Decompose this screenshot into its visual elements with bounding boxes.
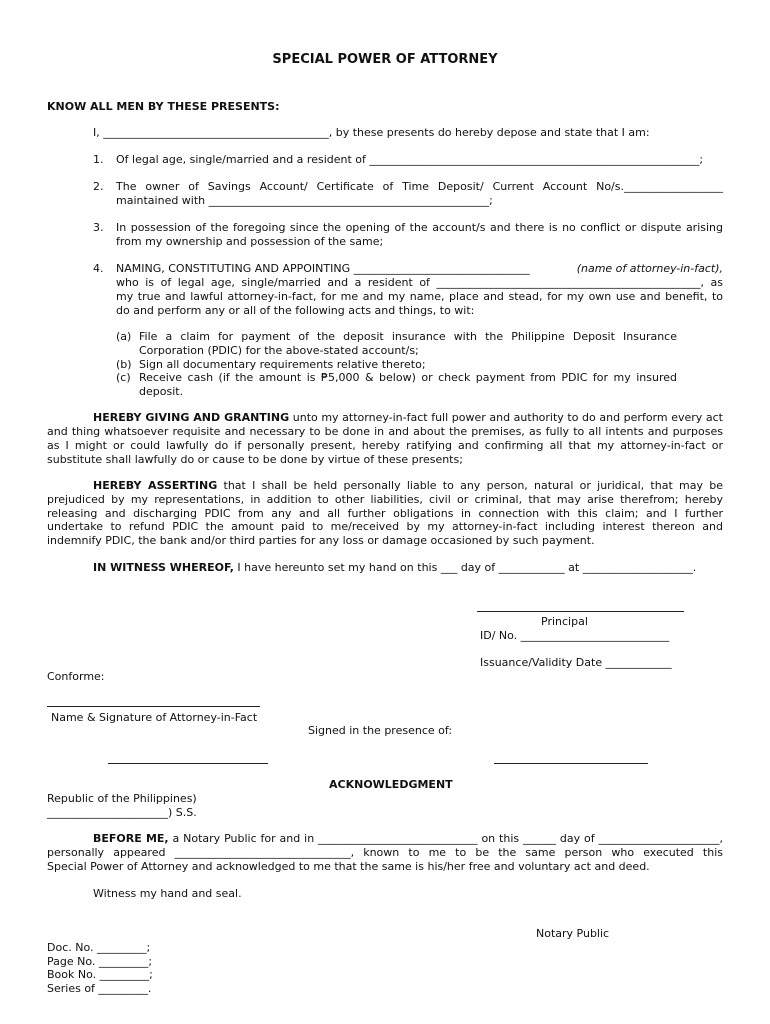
sub-item-c-line: Receive cash (if the amount is ₱5,000 & below) or check payment from PDIC for my insured bbox=[139, 371, 677, 384]
witness-text: I have hereunto set my hand on this ___ day of ____________ at ____________________. bbox=[233, 561, 697, 574]
witness-signature-line-2[interactable] bbox=[494, 763, 648, 764]
asserting-bold: HEREBY ASSERTING bbox=[93, 479, 218, 492]
item-number: 4. bbox=[93, 262, 104, 275]
witness-signature-line-1[interactable] bbox=[108, 763, 268, 764]
page-no-field[interactable]: Page No. _________; bbox=[47, 955, 153, 968]
item-4-name-note: (name of attorney-in-fact), bbox=[576, 262, 723, 275]
asserting-line: prejudiced by my representations, in addition to other liabilities, civil or criminal, that may arise therefrom; hereby bbox=[47, 493, 723, 506]
intro-post: , by these presents do hereby depose and state that I am: bbox=[328, 126, 650, 139]
giving-bold: HEREBY GIVING AND GRANTING bbox=[93, 411, 290, 424]
know-all-heading: KNOW ALL MEN BY THESE PRESENTS: bbox=[47, 100, 280, 113]
before-me-bold: BEFORE ME, bbox=[93, 832, 169, 845]
attorney-signature-label: Name & Signature of Attorney-in-Fact bbox=[51, 711, 258, 724]
item-4-line: who is of legal age, single/married and a resident of ________________________________________________, as bbox=[116, 276, 723, 289]
item-1-line: Of legal age, single/married and a resident of ____________________________________________________________; bbox=[116, 153, 704, 166]
sub-item-a-line: File a claim for payment of the deposit insurance with the Philippine Deposit Insurance bbox=[139, 330, 677, 343]
giving-line bbox=[93, 411, 723, 425]
item-number: 1. bbox=[93, 153, 104, 166]
series-field[interactable]: Series of _________. bbox=[47, 982, 152, 995]
item-number: 2. bbox=[93, 180, 104, 193]
before-me-line: personally appeared ________________________________, known to me to be the same person who executed this bbox=[47, 846, 723, 859]
giving-line: and thing whatsoever requisite and necessary to be done in and about the premises, as fully to all intents and purposes bbox=[47, 425, 723, 438]
ss-line[interactable]: ______________________) S.S. bbox=[47, 806, 197, 819]
asserting-text: that I shall be held personally liable to any person, natural or juridical, that may be bbox=[217, 479, 724, 492]
id-no-field[interactable]: ID/ No. ___________________________ bbox=[480, 629, 670, 642]
sub-item-label: (b) bbox=[116, 358, 132, 371]
item-4-line bbox=[116, 262, 723, 276]
before-me-text: a Notary Public for and in _____________________________ on this ______ day of ______________________, bbox=[168, 832, 724, 845]
acknowledgment-heading: ACKNOWLEDGMENT bbox=[329, 778, 453, 791]
witness-hand-line: Witness my hand and seal. bbox=[93, 887, 242, 900]
asserting-line: indemnify PDIC, the bank and/or third parties for any loss or damage occasioned by such payment. bbox=[47, 534, 595, 547]
sub-item-label: (a) bbox=[116, 330, 132, 343]
document-title: SPECIAL POWER OF ATTORNEY bbox=[272, 52, 498, 67]
republic-line: Republic of the Philippines) bbox=[47, 792, 197, 805]
item-3-line: from my ownership and possession of the same; bbox=[116, 235, 384, 248]
conforme-label: Conforme: bbox=[47, 670, 105, 683]
item-3-line: In possession of the foregoing since the opening of the account/s and there is no conflict or dispute arising bbox=[116, 221, 723, 234]
giving-line: as I might or could lawfully do if personally present, hereby ratifying and confirming all that my attorney-in-fact or bbox=[47, 439, 723, 452]
sub-item-a-line: Corporation (PDIC) for the above-stated account/s; bbox=[139, 344, 419, 357]
principal-signature-line[interactable] bbox=[477, 611, 684, 612]
sub-item-b-line: Sign all documentary requirements relative thereto; bbox=[139, 358, 426, 371]
giving-text: unto my attorney-in-fact full power and authority to do and perform every act bbox=[289, 411, 723, 424]
notary-public-label: Notary Public bbox=[536, 927, 610, 940]
book-no-field[interactable]: Book No. _________; bbox=[47, 968, 153, 981]
item-4-line: my true and lawful attorney-in-fact, for me and my name, place and stead, for my own use and benefit, to bbox=[116, 290, 723, 303]
attorney-signature-line[interactable] bbox=[47, 706, 260, 707]
item-2-line: maintained with ___________________________________________________; bbox=[116, 194, 493, 207]
intro-name-blank[interactable]: _________________________________________ bbox=[103, 126, 329, 139]
intro-line bbox=[93, 126, 650, 140]
signed-presence-label: Signed in the presence of: bbox=[308, 724, 453, 737]
principal-label: Principal bbox=[541, 615, 588, 628]
item-4-line: do and perform any or all of the following acts and things, to wit: bbox=[116, 304, 475, 317]
sub-item-c-line: deposit. bbox=[139, 385, 184, 398]
issuance-field[interactable]: Issuance/Validity Date ____________ bbox=[480, 656, 672, 669]
sub-item-label: (c) bbox=[116, 371, 131, 384]
witness-bold: IN WITNESS WHEREOF, bbox=[93, 561, 234, 574]
witness-line bbox=[93, 561, 696, 575]
intro-pre: I, bbox=[93, 126, 104, 139]
doc-no-field[interactable]: Doc. No. _________; bbox=[47, 941, 151, 954]
before-me-line: Special Power of Attorney and acknowledged to me that the same is his/her free and voluntary act and deed. bbox=[47, 860, 650, 873]
item-4-appointing: NAMING, CONSTITUTING AND APPOINTING ________________________________ bbox=[116, 262, 530, 275]
asserting-line bbox=[93, 479, 723, 493]
item-2-line: The owner of Savings Account/ Certificate of Time Deposit/ Current Account No/s.__________________ bbox=[116, 180, 723, 193]
before-me-line bbox=[93, 832, 723, 846]
giving-line: substitute shall lawfully do or cause to be done by virtue of these presents; bbox=[47, 453, 463, 466]
asserting-line: undertake to refund PDIC the amount paid to me/received by my attorney-in-fact including interest thereon and bbox=[47, 520, 723, 533]
asserting-line: releasing and discharging PDIC from any and all further obligations in connection with this claim; and I further bbox=[47, 507, 723, 520]
item-number: 3. bbox=[93, 221, 104, 234]
